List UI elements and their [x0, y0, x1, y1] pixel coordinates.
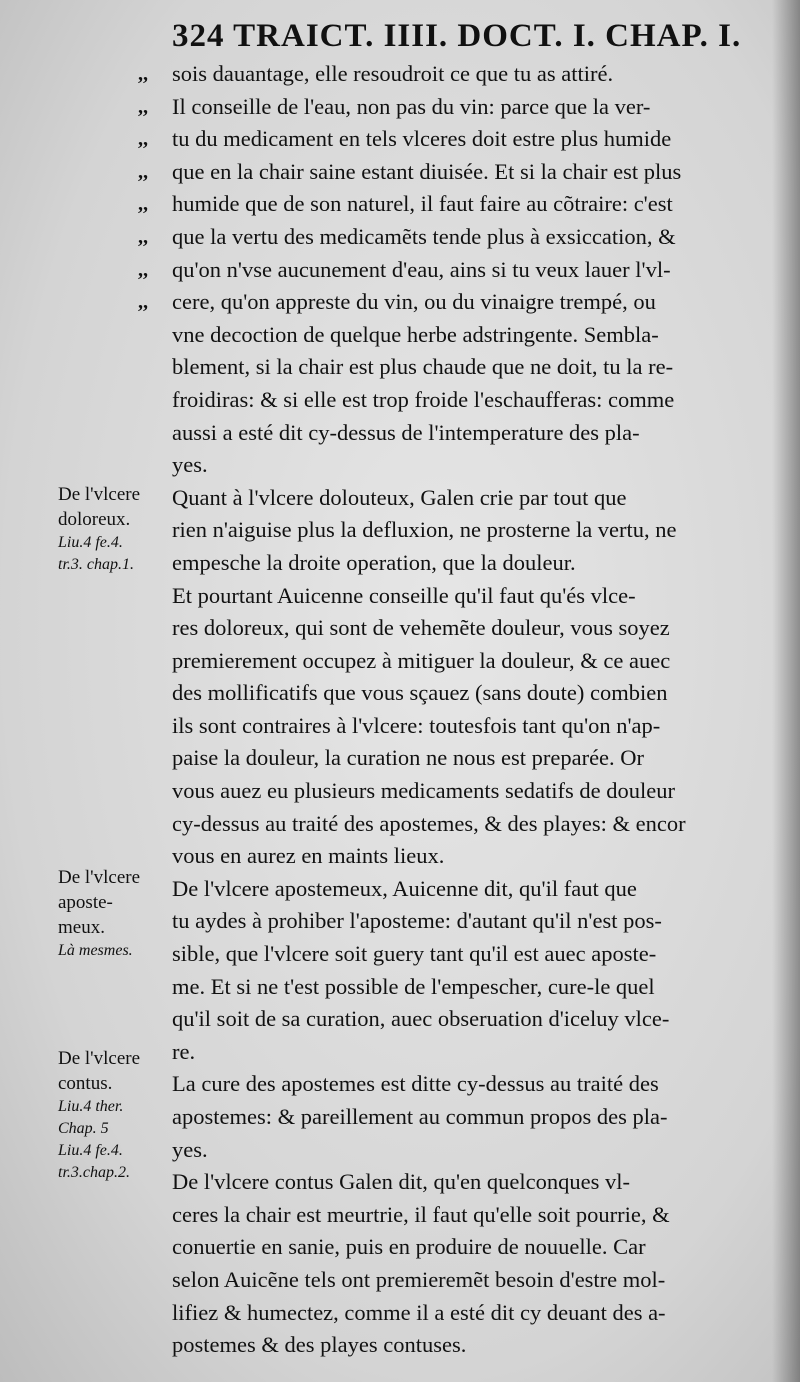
margin-note-ref: Chap. 5	[58, 1120, 109, 1137]
margin-note-ref: Liu.4 fe.4.	[58, 1142, 123, 1159]
quote-mark: ,,	[138, 291, 148, 314]
text-line: blement, si la chair est plus chaude que ne doit, tu la re-	[172, 354, 674, 380]
text-line: Et pourtant Auicenne conseille qu'il faut qu'és vlce-	[172, 582, 636, 608]
text-line: ils sont contraires à l'vlcere: toutesfois tant qu'on n'ap-	[172, 712, 661, 738]
text-line: Il conseille de l'eau, non pas du vin: parce que la ver-	[172, 93, 651, 119]
margin-note-ref: tr.3. chap.1.	[58, 556, 134, 573]
text-line: paise la douleur, la curation ne nous est preparée. Or	[172, 745, 645, 771]
text-line: res doloreux, qui sont de vehemẽte douleur, vous soyez	[172, 615, 670, 641]
text-line: cere, qu'on appreste du vin, ou du vinaigre trempé, ou	[172, 289, 656, 315]
text-line: que la vertu des medicamẽts tende plus à exsiccation, &	[172, 223, 676, 249]
margin-note-title: De l'vlcere	[58, 867, 141, 888]
text-line: aussi a esté dit cy-dessus de l'intemperature des pla-	[172, 419, 640, 445]
text-line: conuertie en sanie, puis en produire de nouuelle. Car	[172, 1234, 646, 1260]
margin-note-title: De l'vlcere	[58, 1048, 141, 1069]
margin-note-title: meux.	[58, 917, 105, 938]
quote-mark: ,,	[138, 193, 148, 216]
quote-mark: ,,	[138, 95, 148, 118]
text-line: vne decoction de quelque herbe adstringente. Sembla-	[172, 321, 659, 347]
margin-note-ref: Liu.4 fe.4.	[58, 534, 123, 551]
text-line: vous en aurez en maints lieux.	[172, 843, 445, 869]
text-line: qu'il soit de sa curation, auec obseruation d'iceluy vlce-	[172, 1006, 670, 1032]
body-text	[172, 58, 772, 1362]
running-header: 324 TRAICT. IIII. DOCT. I. CHAP. I.	[172, 18, 742, 54]
text-line: yes.	[172, 1136, 208, 1162]
text-line: selon Auicẽne tels ont premieremẽt besoin d'estre mol-	[172, 1266, 666, 1292]
margin-note-title: doloreux.	[58, 509, 131, 530]
text-line: vous auez eu plusieurs medicaments sedatifs de douleur	[172, 778, 675, 804]
text-line: tu du medicament en tels vlceres doit estre plus humide	[172, 126, 672, 152]
margin-note-title: aposte-	[58, 892, 113, 913]
text-line: ceres la chair est meurtrie, il faut qu'elle soit pourrie, &	[172, 1201, 670, 1227]
text-line: empesche la droite operation, que la douleur.	[172, 549, 576, 575]
quote-mark: ,,	[138, 63, 148, 85]
text-line: cy-dessus au traité des apostemes, & des playes: & encor	[172, 810, 686, 836]
margin-note-title: contus.	[58, 1073, 113, 1094]
margin-note-doloreux	[58, 482, 176, 576]
text-line: rien n'aiguise plus la defluxion, ne prosterne la vertu, ne	[172, 517, 677, 543]
text-line: que en la chair saine estant diuisée. Et si la chair est plus	[172, 158, 682, 184]
text-line: yes.	[172, 452, 208, 478]
text-line: apostemes: & pareillement au commun propos des pla-	[172, 1104, 668, 1129]
margin-note-apostemeux	[58, 865, 176, 962]
text-line: sible, que l'vlcere soit guery tant qu'il est auec aposte-	[172, 941, 657, 967]
page-edge-shadow	[772, 0, 800, 1382]
text-line: postemes & des playes contuses.	[172, 1332, 467, 1358]
margin-note-ref: Liu.4 ther.	[58, 1098, 124, 1115]
text-line: La cure des apostemes est ditte cy-dessus au traité des	[172, 1071, 659, 1097]
text-line: premierement occupez à mitiguer la douleur, & ce auec	[172, 647, 671, 673]
margin-note-ref: tr.3.chap.2.	[58, 1164, 130, 1181]
margin-note-ref: Là mesmes.	[58, 942, 133, 959]
margin-note-title: De l'vlcere	[58, 484, 141, 505]
text-line: De l'vlcere contus Galen dit, qu'en quelconques vl-	[172, 1169, 630, 1195]
text-line: re.	[172, 1038, 196, 1064]
quote-mark: ,,	[138, 160, 148, 183]
quote-mark: ,,	[138, 128, 148, 151]
text-line: Quant à l'vlcere dolouteux, Galen crie par tout que	[172, 484, 627, 510]
text-line: me. Et si ne t'est possible de l'empescher, cure-le quel	[172, 973, 655, 999]
quote-mark: ,,	[138, 258, 148, 281]
text-line: humide que de son naturel, il faut faire au cõtraire: c'est	[172, 191, 673, 217]
quote-marks-column	[138, 58, 168, 319]
text-line: De l'vlcere apostemeux, Auicenne dit, qu'il faut que	[172, 875, 637, 901]
text-line: tu aydes à prohiber l'aposteme: d'autant qu'il n'est pos-	[172, 908, 662, 934]
text-line: sois dauantage, elle resoudroit ce que tu as attiré.	[172, 61, 614, 86]
text-line: des mollificatifs que vous sçauez (sans doute) combien	[172, 680, 668, 706]
text-line: froidiras: & si elle est trop froide l'eschaufferas: comme	[172, 386, 675, 412]
quote-mark: ,,	[138, 225, 148, 248]
margin-note-contus	[58, 1046, 176, 1184]
text-line: qu'on n'vse aucunement d'eau, ains si tu veux lauer l'vl-	[172, 256, 671, 282]
text-line: lifiez & humectez, comme il a esté dit cy deuant des a-	[172, 1299, 666, 1325]
